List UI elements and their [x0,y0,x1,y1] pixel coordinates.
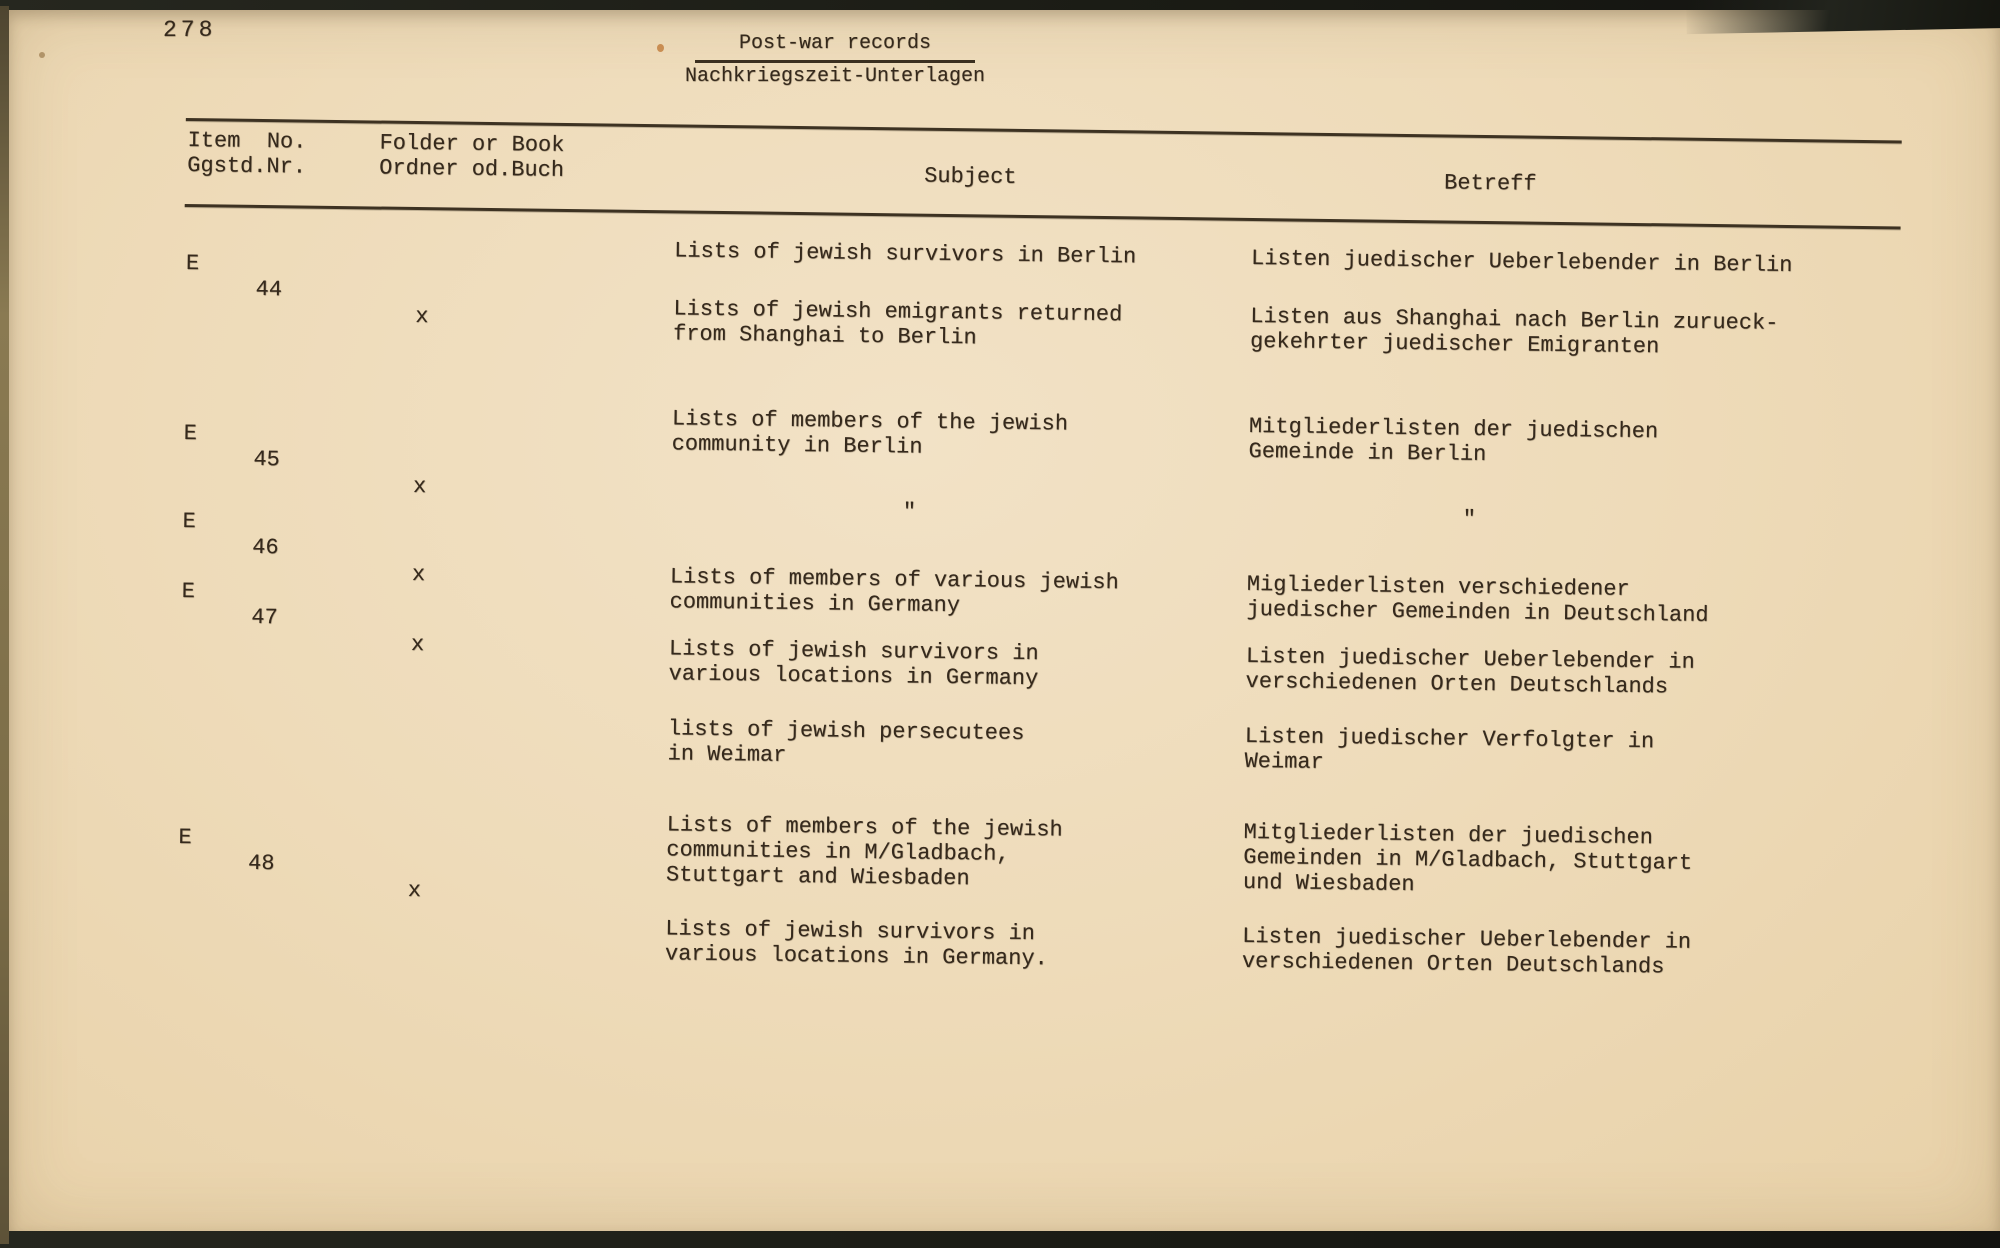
entry-betreff: Listen juedischer Verfolgter in Weimar [1244,723,1655,775]
header-betreff: Betreff [1443,170,1537,197]
item-letter: E [183,420,198,447]
entry-betreff: Migliederlisten verschiedener juedischer Gemeinden in Deutschland [1246,571,1709,628]
entry-subject: Lists of jewish survivors in Berlin [674,238,1137,270]
folder-mark: x [407,877,422,904]
records-table [174,108,1902,1050]
entry-subject: Lists of jewish survivors in various locations in Germany [668,636,1039,692]
record-entry [179,630,1895,700]
entry-subject: Lists of jewish emigrants returned from Shanghai to Berlin [672,296,1123,351]
row-marker-e45 [182,396,582,500]
record-entry [176,910,1892,980]
record-entry [178,710,1894,775]
title-german: Nachkriegszeit-Unterlagen [684,65,986,88]
entry-subject: lists of jewish persecutees in Weimar [667,716,1025,768]
ditto-mark-subject: " [902,499,917,525]
document-page [9,10,2000,1231]
entry-betreff: Listen juedischer Ueberlebender in Berlin [1250,245,1793,279]
header-subject: Subject [924,163,1017,190]
entry-betreff: Mitgliederlisten der juedischen Gemeinden in M/Gladbach, Stuttgart und Wiesbaden [1242,819,1693,898]
folder-mark: x [412,474,427,500]
table-rule-below-header [185,204,1901,229]
record-entry [184,290,1900,360]
item-number: 48 [247,850,275,877]
row-marker-e47 [180,554,580,658]
item-letter: E [185,251,200,277]
entry-subject: Lists of members of the jewish community in Berlin [671,406,1069,460]
item-number: 46 [252,534,279,561]
page-left-edge [0,6,9,1244]
item-letter: E [182,508,196,535]
header-folder-or-book: Folder or Book Ordner od.Buch [379,130,565,183]
paper-speck [657,44,664,52]
folder-mark: x [411,561,426,588]
scan-corner-shadow [1686,0,2000,34]
header-item-no: Item No. Ggstd.Nr. [187,128,307,180]
page-number: 278 [163,17,217,43]
entry-subject: Lists of members of various jewish communities in Germany [669,564,1119,619]
entry-betreff: Listen juedischer Ueberlebender in verschiedenen Orten Deutschlands [1241,923,1692,980]
entry-betreff: Mitgliederlisten der juedischen Gemeinde in Berlin [1248,413,1659,468]
item-number: 44 [255,276,283,303]
entry-subject: Lists of jewish survivors in various locations in Germany. [664,916,1048,972]
row-marker-e44 [184,226,584,330]
item-letter: E [181,578,196,605]
item-letter: E [178,824,192,851]
row-marker-e46 [181,484,581,588]
title-english: Post-war records [695,32,975,63]
ditto-mark-betreff: " [1462,506,1477,532]
entry-subject: Lists of members of the jewish communities in M/Gladbach, Stuttgart and Wiesbaden [665,812,1063,892]
item-number: 45 [253,446,280,473]
document-title [675,32,995,89]
paper-speck [39,52,45,58]
entry-betreff: Listen aus Shanghai nach Berlin zurueck- gekehrter juedischer Emigranten [1249,303,1779,360]
entry-betreff: Listen juedischer Ueberlebender in verschiedenen Orten Deutschlands [1245,643,1695,700]
folder-mark: x [410,631,425,658]
item-number: 47 [251,604,278,631]
row-marker-e48 [177,800,577,904]
folder-mark: x [415,304,429,330]
